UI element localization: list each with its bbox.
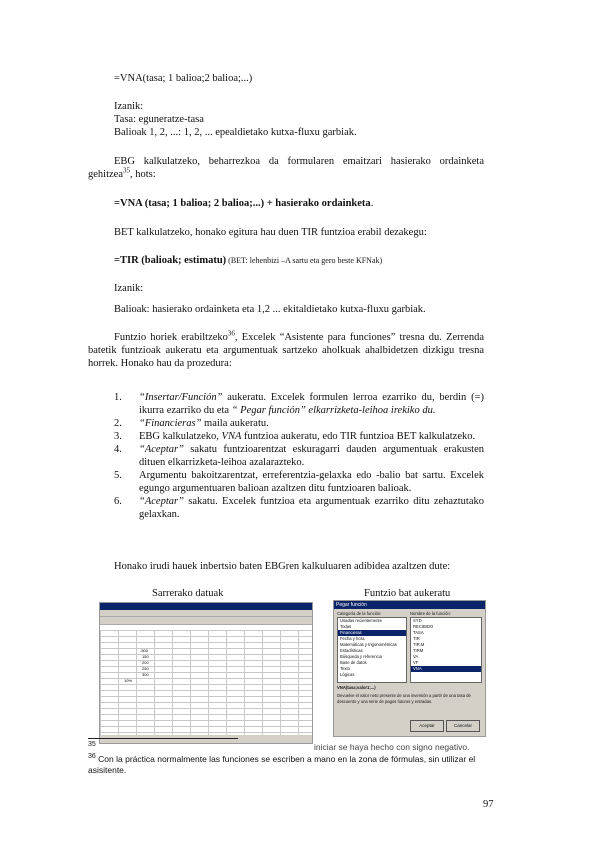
function-signature: VNA(tasa;valor1;...): [337, 685, 376, 690]
function-name-label: Nombre de la función:: [410, 611, 451, 616]
category-list[interactable]: [337, 617, 407, 683]
izanik-label-2: Izanik:: [114, 283, 144, 294]
funtzio-paragraph: Funtzio horiek erabiltzeko$^{36}$, Excelek “Asistente para funciones” tresna du. Zerrenda batetik funtzioak aukeratu eta argumentuak sartzeko aholkuak ahalbidetzen dizkigu tresna horrek. Honako hau da prozedura:: [88, 329, 484, 369]
figures-intro: Honako irudi hauek inbertsio baten EBGren kalkuluaren adibidea azaltzen dute:: [114, 561, 451, 572]
procedure-list: [114, 391, 484, 521]
izanik-label: Izanik:: [114, 101, 144, 112]
function-item-selected[interactable]: VNA: [411, 666, 481, 672]
excel-titlebar: [100, 603, 312, 610]
function-item[interactable]: RECIBIDO: [413, 624, 434, 629]
function-list[interactable]: [410, 617, 482, 683]
bet-paragraph: BET kalkulatzeko, honako egitura hau duen TIR funtzioa erabil dezakegu:: [114, 227, 427, 238]
function-item[interactable]: VA: [413, 654, 419, 659]
formula-vna: =VNA(tasa; 1 balioa;2 balioa;...): [114, 73, 253, 84]
category-item[interactable]: Base de datos: [340, 660, 367, 665]
excel-cell: 10%: [124, 678, 133, 683]
function-item[interactable]: TIR: [413, 636, 420, 641]
excel-cell: 300: [142, 672, 149, 677]
caption-right: Funtzio bat aukeratu: [364, 588, 451, 599]
category-item[interactable]: Fecha y hora: [340, 636, 365, 641]
function-item[interactable]: TIRM: [413, 648, 424, 653]
category-item[interactable]: Texto: [340, 666, 351, 671]
excel-screenshot: [99, 602, 313, 744]
procedure-step: 1. “Insertar/Función” aukeratu. Excelek formulen lerroa ezarriko du, berdin (=) ikurra ezarriko du eta “ Pegar función” elkarrizketa-leihoa irekiko du.: [114, 392, 484, 416]
footnote-35-marker: 35: [88, 741, 96, 749]
excel-menubar: [100, 610, 312, 617]
category-item-selected[interactable]: Financieras: [338, 630, 406, 636]
procedure-step: 5. Argumentu bakoitzarentzat, erreferentzia-gelaxka edo -balio bat sartu. Excelek egungo argumentuaren balioan azaltzen ditu funtzioaren balioak.: [114, 470, 484, 494]
excel-taskbar: [100, 735, 312, 743]
dialog-body: [334, 609, 485, 736]
footnote-35-text: iniciar se haya hecho con signo negativo.: [314, 742, 470, 752]
function-item[interactable]: TIR.M: [413, 642, 425, 647]
footnote-ref-35: 35: [122, 166, 130, 175]
procedure-step: 4. “Aceptar” sakatu funtzioarentzat eskuragarri dauden argumentuak erakusten dituen elkarrizketa-leihoa azalarazteko.: [114, 444, 484, 468]
ebg-paragraph: EBG kalkulatzeko, beharrezkoa da formularen emaitzari hasierako ordainketa gehitzea$^{35}$, hots:: [88, 156, 484, 180]
formula-tir: =TIR (balioak; estimatu) (BET: lehenbizi –A sartu eta gero beste KFNak): [114, 255, 383, 266]
formula-vna-bold: =VNA (tasa; 1 balioa; 2 balioa;...) + hasierako ordainketa.: [114, 198, 374, 209]
category-item[interactable]: Lógicas: [340, 672, 355, 677]
procedure-step: 3. EBG kalkulatzeko, VNA funtzioa aukeratu, edo TIR funtzioa BET kalkulatzeko.: [114, 431, 476, 442]
footnote-separator: [88, 738, 238, 739]
dialog-title: Pegar función: [334, 601, 485, 609]
dialog-screenshot: [333, 600, 486, 737]
excel-cell: 250: [142, 666, 149, 671]
function-item[interactable]: VF: [413, 660, 419, 665]
caption-left: Sarrerako datuak: [152, 588, 224, 599]
balioak-definition: Balioak 1, 2, ...: 1, 2, ... epealdietako kutxa-fluxu garbiak.: [114, 127, 357, 138]
cancel-button[interactable]: Cancelar: [446, 720, 480, 732]
function-item[interactable]: TASA: [413, 630, 424, 635]
procedure-step: 6. “Aceptar” sakatu. Excelek funtzioa eta argumentuak ezarriko ditu zehaztutako gelaxkan.: [114, 496, 484, 520]
category-item[interactable]: Matemáticas y trigonométricas: [340, 642, 397, 647]
page-number: 97: [483, 799, 494, 810]
excel-cell: 150: [142, 654, 149, 659]
category-label: Categoría de la función:: [337, 611, 382, 616]
category-item[interactable]: Todas: [340, 624, 352, 629]
footnote-ref-36: 36: [227, 329, 235, 338]
procedure-step: 2. “Financieras” maila aukeratu.: [114, 418, 269, 429]
category-item[interactable]: Usadas recientemente: [340, 618, 382, 623]
tasa-definition: Tasa: eguneratze-tasa: [114, 114, 204, 125]
excel-cell: 200: [142, 660, 149, 665]
footnote-36: $^{36}$ Con la práctica normalmente las funciones se escriben a mano en la zona de fórmulas, sin utilizar el asisitente.: [88, 753, 476, 775]
function-description: Devuelve el valor neto presente de una inversión a partir de una tasa de descuento y una serie de pagos futuros y entradas.: [337, 693, 471, 704]
category-item[interactable]: Estadísticas: [340, 648, 363, 653]
excel-cell: -500: [140, 648, 149, 653]
balioak-definition-2: Balioak: hasierako ordainketa eta 1,2 ... ekitaldietako kutxa-fluxu garbiak.: [114, 304, 426, 315]
function-item[interactable]: SYD: [413, 618, 422, 623]
excel-toolbar: [100, 617, 312, 625]
category-item[interactable]: Búsqueda y referencia: [340, 654, 382, 659]
accept-button[interactable]: Aceptar: [410, 720, 444, 732]
